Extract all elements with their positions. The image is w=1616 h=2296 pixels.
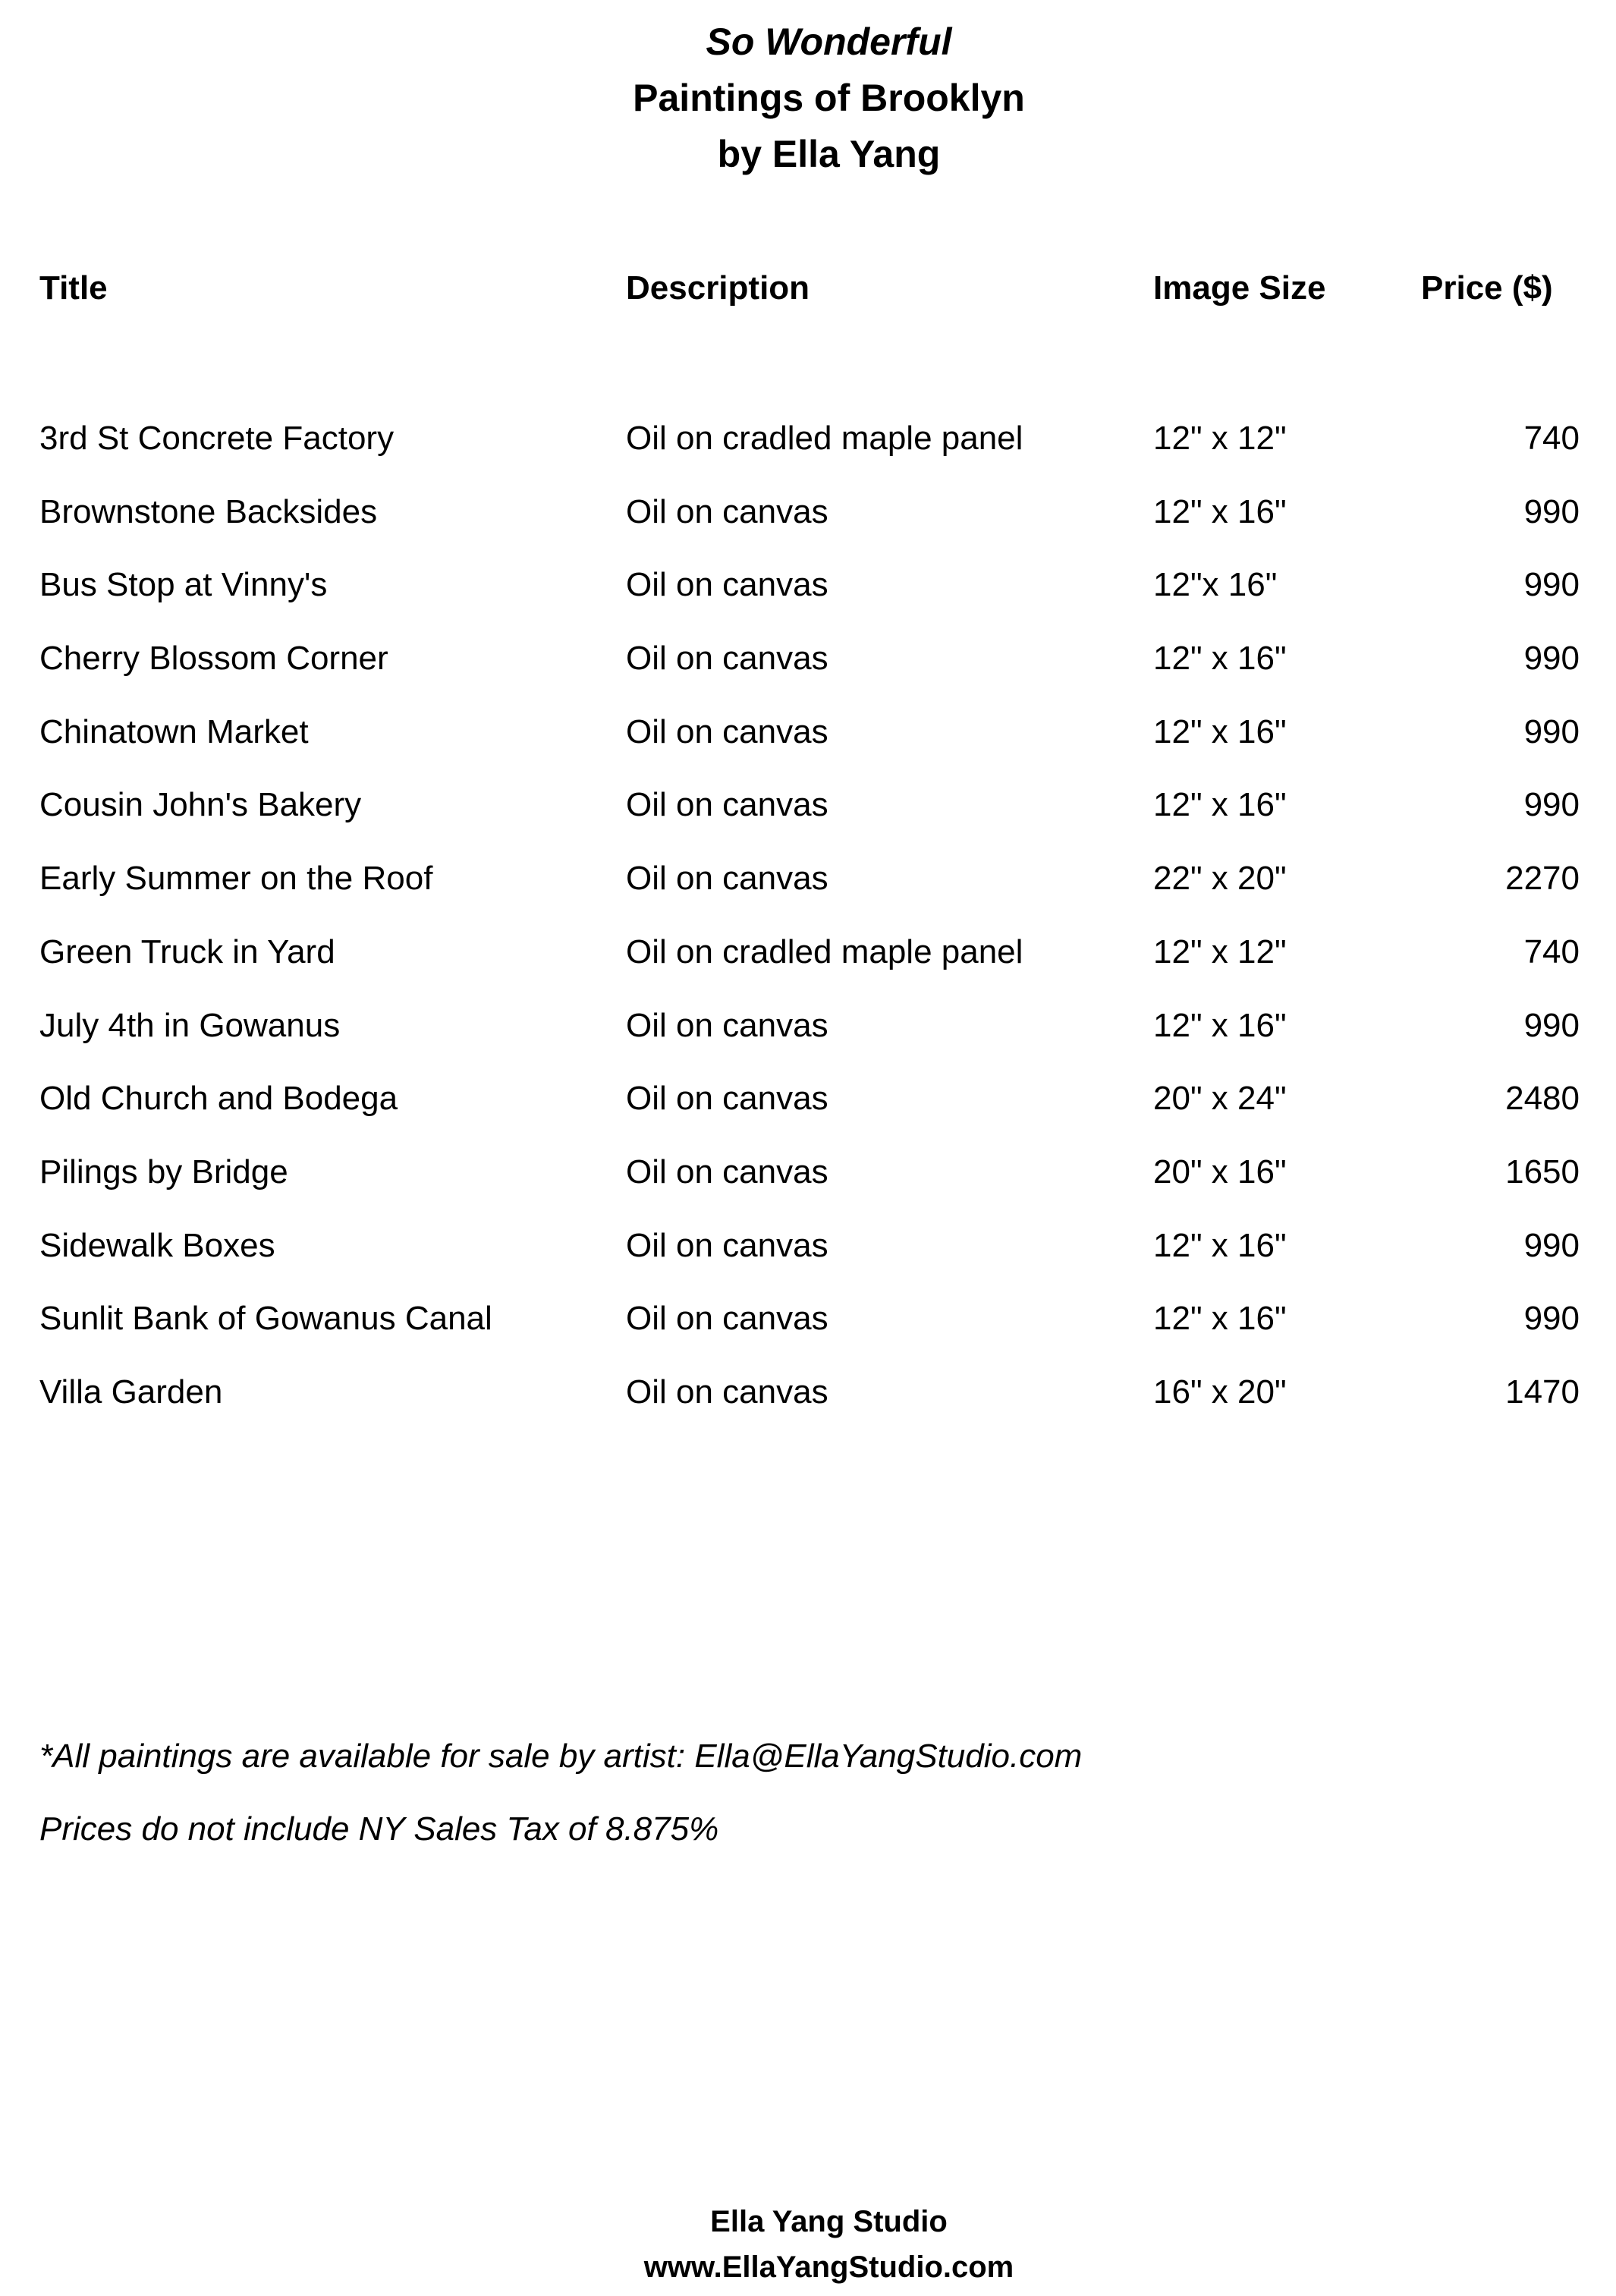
price-list-table bbox=[0, 416, 1616, 1443]
painting-description: Oil on canvas bbox=[626, 1153, 828, 1190]
painting-description: Oil on canvas bbox=[626, 786, 828, 824]
table-row bbox=[0, 1150, 1616, 1223]
painting-size: 12" x 16" bbox=[1153, 712, 1287, 750]
exhibition-title: So Wonderful bbox=[706, 20, 952, 63]
painting-price: 990 bbox=[1523, 1300, 1580, 1338]
sale-notes bbox=[39, 1734, 1082, 1879]
painting-size: 12" x 12" bbox=[1153, 420, 1287, 457]
painting-price: 990 bbox=[1523, 1006, 1580, 1044]
painting-description: Oil on canvas bbox=[626, 1373, 828, 1411]
table-row bbox=[0, 1223, 1616, 1297]
painting-description: Oil on cradled maple panel bbox=[626, 933, 1023, 970]
table-row bbox=[0, 489, 1616, 563]
table-row bbox=[0, 1003, 1616, 1077]
painting-price: 990 bbox=[1523, 640, 1580, 678]
painting-description: Oil on canvas bbox=[626, 566, 828, 604]
painting-size: 12"x 16" bbox=[1153, 566, 1278, 604]
painting-price: 1470 bbox=[1505, 1373, 1580, 1411]
table-row bbox=[0, 782, 1616, 856]
table-row bbox=[0, 562, 1616, 636]
painting-title: 3rd St Concrete Factory bbox=[39, 420, 395, 457]
painting-description: Oil on canvas bbox=[626, 712, 828, 750]
painting-price: 990 bbox=[1523, 1226, 1580, 1264]
painting-price: 990 bbox=[1523, 566, 1580, 604]
painting-title: Villa Garden bbox=[39, 1373, 223, 1411]
table-row bbox=[0, 856, 1616, 929]
painting-title: Cherry Blossom Corner bbox=[39, 640, 388, 678]
painting-size: 16" x 20" bbox=[1153, 1373, 1287, 1411]
table-row bbox=[0, 636, 1616, 709]
painting-price: 2270 bbox=[1505, 860, 1580, 898]
painting-title: July 4th in Gowanus bbox=[39, 1006, 341, 1044]
exhibition-subtitle: Paintings of Brooklyn bbox=[633, 77, 1025, 119]
painting-size: 20" x 24" bbox=[1153, 1080, 1287, 1118]
painting-description: Oil on canvas bbox=[626, 1226, 828, 1264]
painting-size: 12" x 16" bbox=[1153, 1006, 1287, 1044]
painting-size: 12" x 16" bbox=[1153, 1226, 1287, 1264]
painting-description: Oil on cradled maple panel bbox=[626, 420, 1023, 457]
painting-title: Sunlit Bank of Gowanus Canal bbox=[39, 1300, 492, 1338]
painting-description: Oil on canvas bbox=[626, 860, 828, 898]
painting-title: Sidewalk Boxes bbox=[39, 1226, 275, 1264]
painting-price: 740 bbox=[1523, 933, 1580, 970]
studio-website: www.EllaYangStudio.com bbox=[643, 2250, 1014, 2284]
painting-price: 740 bbox=[1523, 420, 1580, 457]
column-header-title: Title bbox=[39, 269, 108, 307]
document-header bbox=[0, 14, 1616, 182]
painting-description: Oil on canvas bbox=[626, 1006, 828, 1044]
painting-price: 990 bbox=[1523, 786, 1580, 824]
painting-title: Cousin John's Bakery bbox=[39, 786, 362, 824]
painting-size: 20" x 16" bbox=[1153, 1153, 1287, 1190]
column-header-image-size: Image Size bbox=[1153, 269, 1326, 307]
table-row bbox=[0, 1076, 1616, 1150]
painting-title: Pilings by Bridge bbox=[39, 1153, 288, 1190]
painting-size: 12" x 16" bbox=[1153, 640, 1287, 678]
painting-title: Bus Stop at Vinny's bbox=[39, 566, 328, 604]
painting-size: 12" x 16" bbox=[1153, 786, 1287, 824]
painting-description: Oil on canvas bbox=[626, 492, 828, 530]
painting-description: Oil on canvas bbox=[626, 640, 828, 678]
table-row bbox=[0, 1370, 1616, 1443]
column-header-price: Price ($) bbox=[1421, 269, 1553, 307]
document-footer bbox=[0, 2199, 1616, 2290]
painting-size: 22" x 20" bbox=[1153, 860, 1287, 898]
column-header-description: Description bbox=[626, 269, 810, 307]
painting-price: 2480 bbox=[1505, 1080, 1580, 1118]
table-row bbox=[0, 929, 1616, 1003]
painting-title: Brownstone Backsides bbox=[39, 492, 378, 530]
painting-title: Early Summer on the Roof bbox=[39, 860, 433, 898]
painting-price: 990 bbox=[1523, 712, 1580, 750]
painting-title: Chinatown Market bbox=[39, 712, 309, 750]
painting-price: 990 bbox=[1523, 492, 1580, 530]
painting-description: Oil on canvas bbox=[626, 1080, 828, 1118]
table-row bbox=[0, 1296, 1616, 1370]
painting-price: 1650 bbox=[1505, 1153, 1580, 1190]
table-row bbox=[0, 709, 1616, 783]
studio-name: Ella Yang Studio bbox=[710, 2205, 948, 2238]
table-row bbox=[0, 416, 1616, 489]
painting-size: 12" x 12" bbox=[1153, 933, 1287, 970]
painting-title: Green Truck in Yard bbox=[39, 933, 335, 970]
sales-tax-note: Prices do not include NY Sales Tax of 8.875% bbox=[39, 1810, 719, 1848]
painting-description: Oil on canvas bbox=[626, 1300, 828, 1338]
painting-size: 12" x 16" bbox=[1153, 492, 1287, 530]
painting-title: Old Church and Bodega bbox=[39, 1080, 398, 1118]
artist-byline: by Ella Yang bbox=[717, 133, 941, 175]
painting-size: 12" x 16" bbox=[1153, 1300, 1287, 1338]
availability-note: *All paintings are available for sale by artist: Ella@EllaYangStudio.com bbox=[39, 1738, 1083, 1775]
